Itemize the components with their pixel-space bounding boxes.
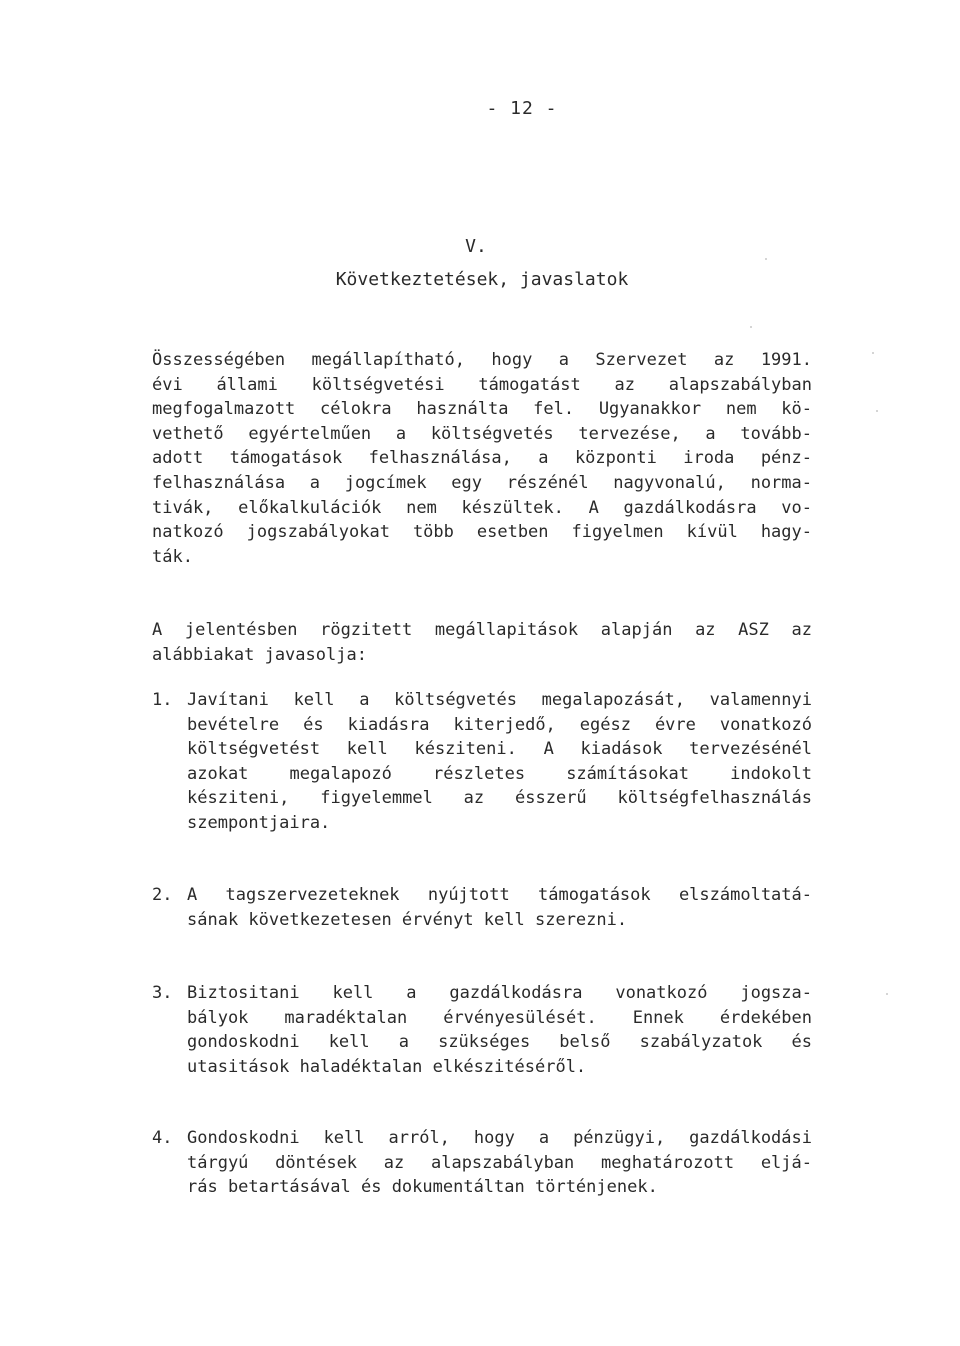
text-line: szempontjaira.	[187, 812, 331, 833]
text-line: rás betartásával és dokumentáltan történjenek.	[187, 1177, 658, 1198]
text-line: natkozó jogszabályokat több esetben figyelmen kívül hagy-	[152, 522, 812, 543]
page-number: - 12 -	[486, 98, 558, 119]
text-line: Javítani kell a költségvetés megalapozását, valamennyi	[187, 690, 812, 710]
text-line: Összességében megállapítható, hogy a Szervezet az 1991.	[152, 350, 812, 370]
text-line: adott támogatások felhasználása, a központi iroda pénz-	[152, 448, 812, 469]
text-line: megfogalmazott célokra használta fel. Ugyanakkor nem kö-	[152, 399, 812, 420]
summary-paragraph	[152, 348, 812, 569]
scan-speck	[765, 258, 767, 260]
text-line: Gondoskodni kell arról, hogy a pénzügyi, gazdálkodási	[187, 1128, 812, 1148]
text-line: bevételre és kiadásra kiterjedő, egész évre vonatkozó	[187, 714, 812, 735]
text-line: évi állami költségvetési támogatást az alapszabályban	[152, 374, 812, 395]
text-line: azokat megalapozó részletes számításokat indokolt	[187, 763, 812, 784]
text-line: tárgyú döntések az alapszabályban meghatározott eljá-	[187, 1152, 812, 1173]
recommendation-intro	[152, 618, 812, 667]
text-line: A jelentésben rögzitett megállapitások alapján az ASZ az	[152, 620, 812, 640]
item-number: 3.	[152, 983, 173, 1003]
text-line: Biztositani kell a gazdálkodásra vonatkozó jogsza-	[187, 983, 812, 1003]
text-line: alábbiakat javasolja:	[152, 644, 367, 665]
text-line: bályok maradéktalan érvényesülését. Ennek érdekében	[187, 1007, 812, 1028]
text-line: vethető egyértelműen a költségvetés tervezése, a tovább-	[152, 423, 812, 444]
text-line: utasitások haladéktalan elkészitéséről.	[187, 1056, 587, 1077]
section-title: Következtetések, javaslatok	[335, 269, 629, 290]
text-line: késziteni, figyelemmel az ésszerű költségfelhasználás	[187, 788, 812, 809]
item-text	[187, 1126, 812, 1200]
item-number: 1.	[152, 690, 173, 710]
item-text	[187, 688, 812, 836]
text-line: felhasználása a jogcímek egy részénél nagyvonalú, norma-	[152, 472, 812, 493]
text-line: ták.	[152, 546, 193, 567]
scan-speck	[876, 410, 878, 412]
item-text	[187, 883, 812, 932]
section-number: V.	[465, 236, 487, 257]
text-line: A tagszervezeteknek nyújtott támogatások elszámoltatá-	[187, 885, 812, 905]
item-text	[187, 981, 812, 1079]
text-line: sának következetesen érvényt kell szerezni.	[187, 909, 628, 930]
scan-speck	[750, 326, 752, 328]
text-line: gondoskodni kell a szükséges belső szabályzatok és	[187, 1032, 812, 1053]
text-line: költségvetést kell késziteni. A kiadások tervezésénél	[187, 739, 812, 760]
scan-speck	[872, 352, 874, 354]
text-line: tivák, előkalkulációk nem készültek. A gazdálkodásra vo-	[152, 497, 812, 518]
item-number: 2.	[152, 885, 173, 905]
item-number: 4.	[152, 1128, 173, 1148]
scan-speck	[886, 993, 888, 995]
